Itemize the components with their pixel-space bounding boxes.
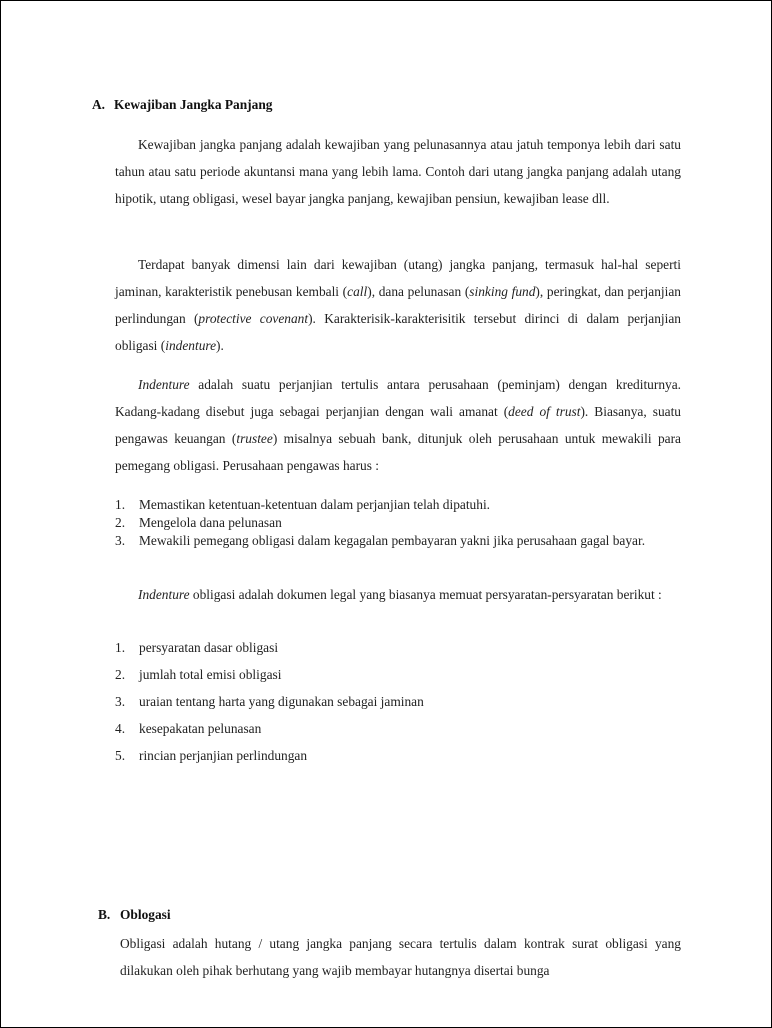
section-b-number: B.	[98, 907, 111, 922]
section-b-title: Oblogasi	[120, 907, 171, 922]
paragraph-indenture	[115, 371, 681, 479]
italic-term-sinking-fund: sinking fund	[469, 284, 536, 299]
paragraph-dimensi	[115, 251, 681, 359]
list-number: 2.	[115, 667, 126, 682]
paragraph-indenture-obligasi	[115, 581, 681, 608]
list-number: 1.	[115, 640, 126, 655]
italic-term-deed-of-trust: deed of trust	[508, 404, 581, 419]
text-run: ), peringkat, dan perjanjian perlindungan (	[115, 284, 681, 326]
italic-term-indenture: Indenture	[138, 587, 190, 602]
text-run: adalah suatu perjanjian tertulis antara perusahaan (peminjam) dengan krediturnya. Kadang-kadang disebut juga sebagai perjanjian dengan wali amanat (	[115, 377, 681, 419]
list-number: 3.	[115, 533, 126, 548]
text-run: obligasi adalah dokumen legal yang biasanya memuat persyaratan-persyaratan berikut :	[189, 587, 662, 602]
text-run: ). Biasanya, suatu pengawas keuangan (	[115, 404, 682, 446]
list-item	[115, 688, 681, 715]
text-run: ) misalnya sebuah bank, ditunjuk oleh perusahaan untuk mewakili para pemegang obligasi. Perusahaan pengawas harus :	[115, 431, 681, 473]
text-run: ). Karakterisik-karakterisitik tersebut dirinci di dalam perjanjian obligasi (	[115, 311, 681, 353]
list-text: uraian tentang harta yang digunakan sebagai jaminan	[139, 694, 424, 709]
text-run: ).	[216, 338, 224, 353]
list-text: kesepakatan pelunasan	[139, 721, 262, 736]
paragraph-text: Obligasi adalah hutang / utang jangka panjang secara tertulis dalam kontrak surat obligasi yang dilakukan oleh pihak berhutang yang wajib membayar hutangnya disertai bunga	[120, 936, 681, 978]
list-text: Memastikan ketentuan-ketentuan dalam perjanjian telah dipatuhi.	[139, 497, 491, 512]
paragraph-obligasi-definition	[120, 930, 681, 984]
paragraph-text: Kewajiban jangka panjang adalah kewajiban yang pelunasannya atau jatuh temponya lebih dari satu tahun atau satu periode akuntansi mana yang lebih lama. Contoh dari utang jangka panjang adalah utang hipotik, utang obligasi, wesel bayar jangka panjang, kewajiban pensiun, kewajiban lease dll.	[115, 137, 681, 206]
list-item	[115, 634, 681, 661]
list-number: 4.	[115, 721, 126, 736]
section-a-title: Kewajiban Jangka Panjang	[114, 97, 273, 112]
list-text: jumlah total emisi obligasi	[139, 667, 282, 682]
section-a-heading	[92, 97, 272, 113]
list-item	[115, 661, 681, 688]
list-number: 5.	[115, 748, 126, 763]
italic-term-indenture: Indenture	[138, 377, 190, 392]
list-text: Mengelola dana pelunasan	[139, 515, 282, 530]
list-item	[115, 527, 681, 554]
italic-term-trustee: trustee	[236, 431, 273, 446]
italic-term-call: call	[347, 284, 368, 299]
paragraph-kewajiban-definition	[115, 131, 681, 212]
text-run: Terdapat banyak dimensi lain dari kewajiban (utang) jangka panjang, termasuk hal-hal seperti jaminan, karakteristik penebusan kembali (	[115, 257, 681, 299]
list-text: rincian perjanjian perlindungan	[139, 748, 308, 763]
list-text: persyaratan dasar obligasi	[139, 640, 279, 655]
italic-term-protective-covenant: protective covenant	[198, 311, 309, 326]
list-number: 2.	[115, 515, 126, 530]
text-run: ), dana pelunasan (	[367, 284, 470, 299]
list-number: 1.	[115, 497, 126, 512]
list-item	[115, 742, 681, 769]
list-text: Mewakili pemegang obligasi dalam kegagalan pembayaran yakni jika perusahaan gagal bayar.	[139, 533, 646, 548]
italic-term-indenture: indenture	[165, 338, 217, 353]
section-a-number: A.	[92, 97, 106, 112]
list-item	[115, 715, 681, 742]
list-number: 3.	[115, 694, 126, 709]
list-item	[115, 496, 681, 514]
section-b-heading	[98, 907, 171, 923]
